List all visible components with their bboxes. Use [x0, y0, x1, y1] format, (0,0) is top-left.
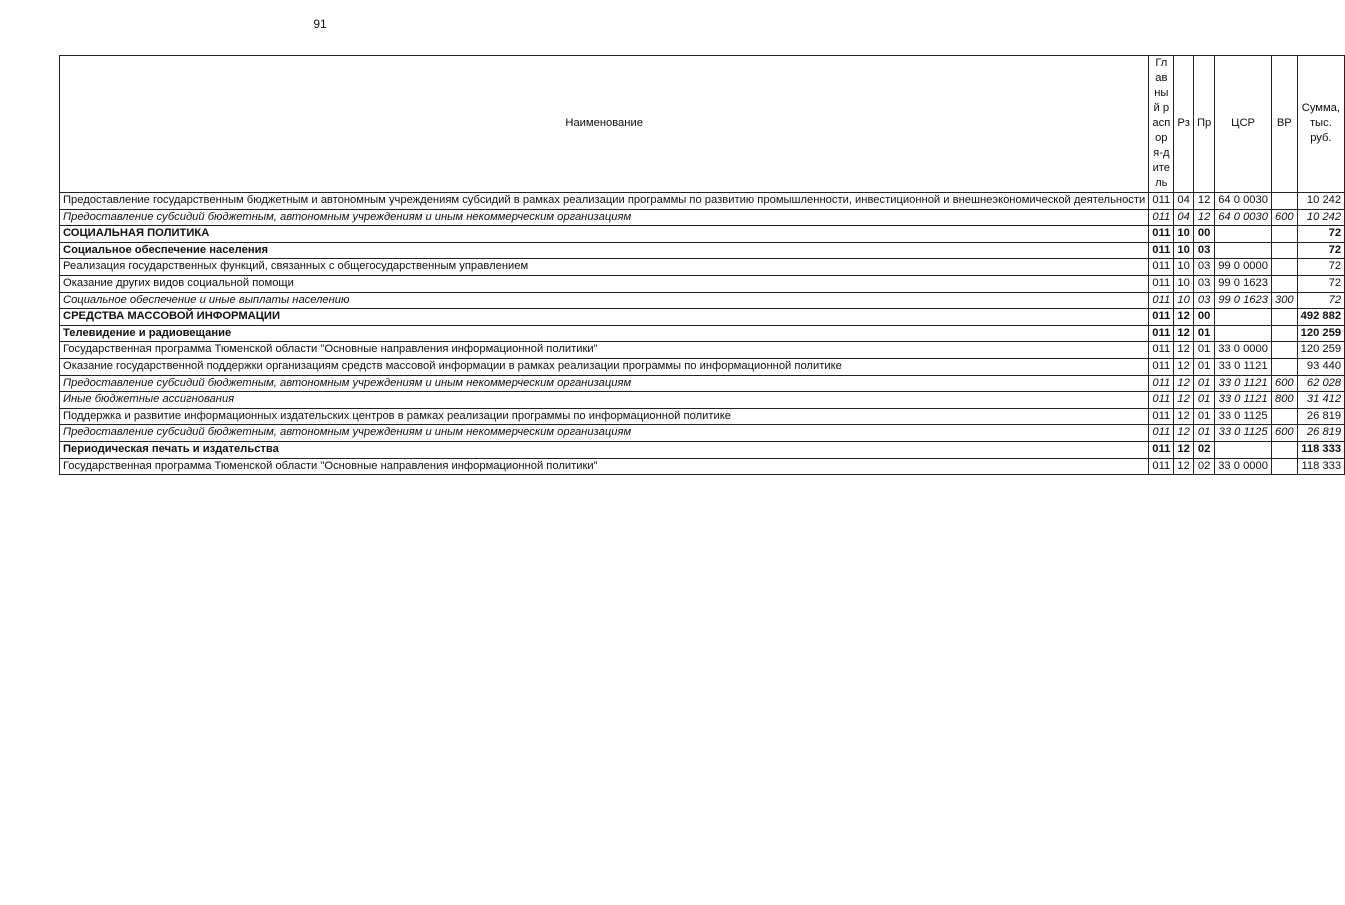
row-pr: 01 [1193, 342, 1214, 359]
row-csr: 64 0 0030 [1215, 209, 1272, 226]
row-pr: 03 [1193, 275, 1214, 292]
row-csr: 99 0 0000 [1215, 259, 1272, 276]
row-vr [1271, 193, 1297, 210]
row-pr: 03 [1193, 242, 1214, 259]
table-body [60, 193, 1345, 475]
row-vr [1271, 226, 1297, 243]
table-row [60, 408, 1345, 425]
row-name: Социальное обеспечение населения [60, 242, 1149, 259]
row-pr: 00 [1193, 226, 1214, 243]
table-row [60, 209, 1345, 226]
header-name: Наименование [60, 56, 1149, 193]
table-row [60, 425, 1345, 442]
row-rz: 12 [1174, 392, 1194, 409]
row-sum: 93 440 [1297, 358, 1344, 375]
header-vr: ВР [1271, 56, 1297, 193]
row-rz: 12 [1174, 309, 1194, 326]
row-gr: 011 [1149, 458, 1174, 475]
header-rz: Рз [1174, 56, 1194, 193]
row-name: СОЦИАЛЬНАЯ ПОЛИТИКА [60, 226, 1149, 243]
row-sum: 118 333 [1297, 458, 1344, 475]
row-csr: 33 0 1125 [1215, 408, 1272, 425]
table-row [60, 193, 1345, 210]
row-name: Социальное обеспечение и иные выплаты населению [60, 292, 1149, 309]
row-csr: 33 0 0000 [1215, 458, 1272, 475]
table-row [60, 392, 1345, 409]
row-sum: 120 259 [1297, 342, 1344, 359]
row-pr: 12 [1193, 193, 1214, 210]
row-rz: 10 [1174, 275, 1194, 292]
row-sum: 26 819 [1297, 425, 1344, 442]
table-row [60, 242, 1345, 259]
row-vr [1271, 458, 1297, 475]
row-name: Предоставление субсидий бюджетным, автономным учреждениям и иным некоммерческим организациям [60, 425, 1149, 442]
row-gr: 011 [1149, 275, 1174, 292]
row-vr: 600 [1271, 375, 1297, 392]
row-name: Телевидение и радиовещание [60, 325, 1149, 342]
row-sum: 118 333 [1297, 441, 1344, 458]
row-rz: 10 [1174, 226, 1194, 243]
table-row [60, 325, 1345, 342]
row-csr [1215, 325, 1272, 342]
row-gr: 011 [1149, 309, 1174, 326]
row-name: Оказание государственной поддержки организациям средств массовой информации в рамках реализации программы по информационной политике [60, 358, 1149, 375]
table-row [60, 358, 1345, 375]
table-row [60, 309, 1345, 326]
row-name: Предоставление субсидий бюджетным, автономным учреждениям и иным некоммерческим организациям [60, 209, 1149, 226]
table-row [60, 292, 1345, 309]
row-sum: 31 412 [1297, 392, 1344, 409]
row-gr: 011 [1149, 441, 1174, 458]
row-rz: 10 [1174, 292, 1194, 309]
row-csr [1215, 226, 1272, 243]
row-sum: 72 [1297, 226, 1344, 243]
row-name: Иные бюджетные ассигнования [60, 392, 1149, 409]
row-vr: 800 [1271, 392, 1297, 409]
row-name: СРЕДСТВА МАССОВОЙ ИНФОРМАЦИИ [60, 309, 1149, 326]
row-csr: 64 0 0030 [1215, 193, 1272, 210]
row-name: Предоставление субсидий бюджетным, автономным учреждениям и иным некоммерческим организациям [60, 375, 1149, 392]
row-gr: 011 [1149, 209, 1174, 226]
row-gr: 011 [1149, 292, 1174, 309]
row-rz: 12 [1174, 358, 1194, 375]
row-rz: 04 [1174, 209, 1194, 226]
row-vr: 600 [1271, 209, 1297, 226]
row-gr: 011 [1149, 242, 1174, 259]
table-row [60, 275, 1345, 292]
row-sum: 72 [1297, 275, 1344, 292]
table-row [60, 259, 1345, 276]
row-gr: 011 [1149, 408, 1174, 425]
row-csr: 33 0 1121 [1215, 375, 1272, 392]
row-vr [1271, 358, 1297, 375]
table-row [60, 375, 1345, 392]
row-gr: 011 [1149, 193, 1174, 210]
row-csr: 99 0 1623 [1215, 275, 1272, 292]
row-pr: 01 [1193, 325, 1214, 342]
header-sum: Сумма, тыс. руб. [1297, 56, 1344, 193]
row-vr [1271, 441, 1297, 458]
row-gr: 011 [1149, 325, 1174, 342]
row-vr [1271, 242, 1297, 259]
row-csr: 33 0 1121 [1215, 392, 1272, 409]
row-rz: 12 [1174, 441, 1194, 458]
row-csr: 33 0 1125 [1215, 425, 1272, 442]
row-sum: 72 [1297, 292, 1344, 309]
row-csr [1215, 309, 1272, 326]
row-rz: 10 [1174, 242, 1194, 259]
row-rz: 12 [1174, 342, 1194, 359]
row-gr: 011 [1149, 375, 1174, 392]
row-rz: 10 [1174, 259, 1194, 276]
table-header [60, 56, 1345, 193]
row-gr: 011 [1149, 342, 1174, 359]
row-vr [1271, 259, 1297, 276]
row-pr: 01 [1193, 392, 1214, 409]
row-sum: 10 242 [1297, 193, 1344, 210]
row-csr: 99 0 1623 [1215, 292, 1272, 309]
row-rz: 12 [1174, 408, 1194, 425]
row-pr: 01 [1193, 425, 1214, 442]
row-pr: 03 [1193, 292, 1214, 309]
row-rz: 12 [1174, 425, 1194, 442]
table-row [60, 342, 1345, 359]
table-row [60, 458, 1345, 475]
row-pr: 02 [1193, 458, 1214, 475]
row-sum: 492 882 [1297, 309, 1344, 326]
table-row [60, 226, 1345, 243]
row-pr: 00 [1193, 309, 1214, 326]
page-number: 91 [313, 17, 327, 31]
row-rz: 12 [1174, 375, 1194, 392]
row-name: Оказание других видов социальной помощи [60, 275, 1149, 292]
row-gr: 011 [1149, 226, 1174, 243]
row-name: Периодическая печать и издательства [60, 441, 1149, 458]
budget-table [59, 55, 1345, 475]
row-sum: 72 [1297, 242, 1344, 259]
row-rz: 12 [1174, 325, 1194, 342]
row-csr: 33 0 0000 [1215, 342, 1272, 359]
header-gr: Главный распоря-дитель [1149, 56, 1174, 193]
row-vr: 300 [1271, 292, 1297, 309]
row-name: Государственная программа Тюменской области "Основные направления информационной политики" [60, 342, 1149, 359]
row-vr [1271, 342, 1297, 359]
row-pr: 03 [1193, 259, 1214, 276]
row-pr: 01 [1193, 375, 1214, 392]
row-sum: 26 819 [1297, 408, 1344, 425]
row-sum: 120 259 [1297, 325, 1344, 342]
row-vr [1271, 275, 1297, 292]
row-name: Предоставление государственным бюджетным и автономным учреждениям субсидий в рамках реализации программы по развитию промышленности, инвестиционной и внешнеэкономической деятельности [60, 193, 1149, 210]
row-gr: 011 [1149, 425, 1174, 442]
row-pr: 01 [1193, 408, 1214, 425]
row-rz: 12 [1174, 458, 1194, 475]
row-csr [1215, 242, 1272, 259]
row-vr [1271, 309, 1297, 326]
row-pr: 02 [1193, 441, 1214, 458]
header-csr: ЦСР [1215, 56, 1272, 193]
row-sum: 10 242 [1297, 209, 1344, 226]
row-vr [1271, 325, 1297, 342]
row-sum: 62 028 [1297, 375, 1344, 392]
row-name: Государственная программа Тюменской области "Основные направления информационной политики" [60, 458, 1149, 475]
row-vr: 600 [1271, 425, 1297, 442]
row-name: Реализация государственных функций, связанных с общегосударственным управлением [60, 259, 1149, 276]
row-csr [1215, 441, 1272, 458]
row-gr: 011 [1149, 392, 1174, 409]
header-pr: Пр [1193, 56, 1214, 193]
row-pr: 01 [1193, 358, 1214, 375]
row-gr: 011 [1149, 259, 1174, 276]
row-csr: 33 0 1121 [1215, 358, 1272, 375]
row-rz: 04 [1174, 193, 1194, 210]
table-row [60, 441, 1345, 458]
row-gr: 011 [1149, 358, 1174, 375]
row-vr [1271, 408, 1297, 425]
row-sum: 72 [1297, 259, 1344, 276]
row-pr: 12 [1193, 209, 1214, 226]
row-name: Поддержка и развитие информационных издательских центров в рамках реализации программы по информационной политике [60, 408, 1149, 425]
